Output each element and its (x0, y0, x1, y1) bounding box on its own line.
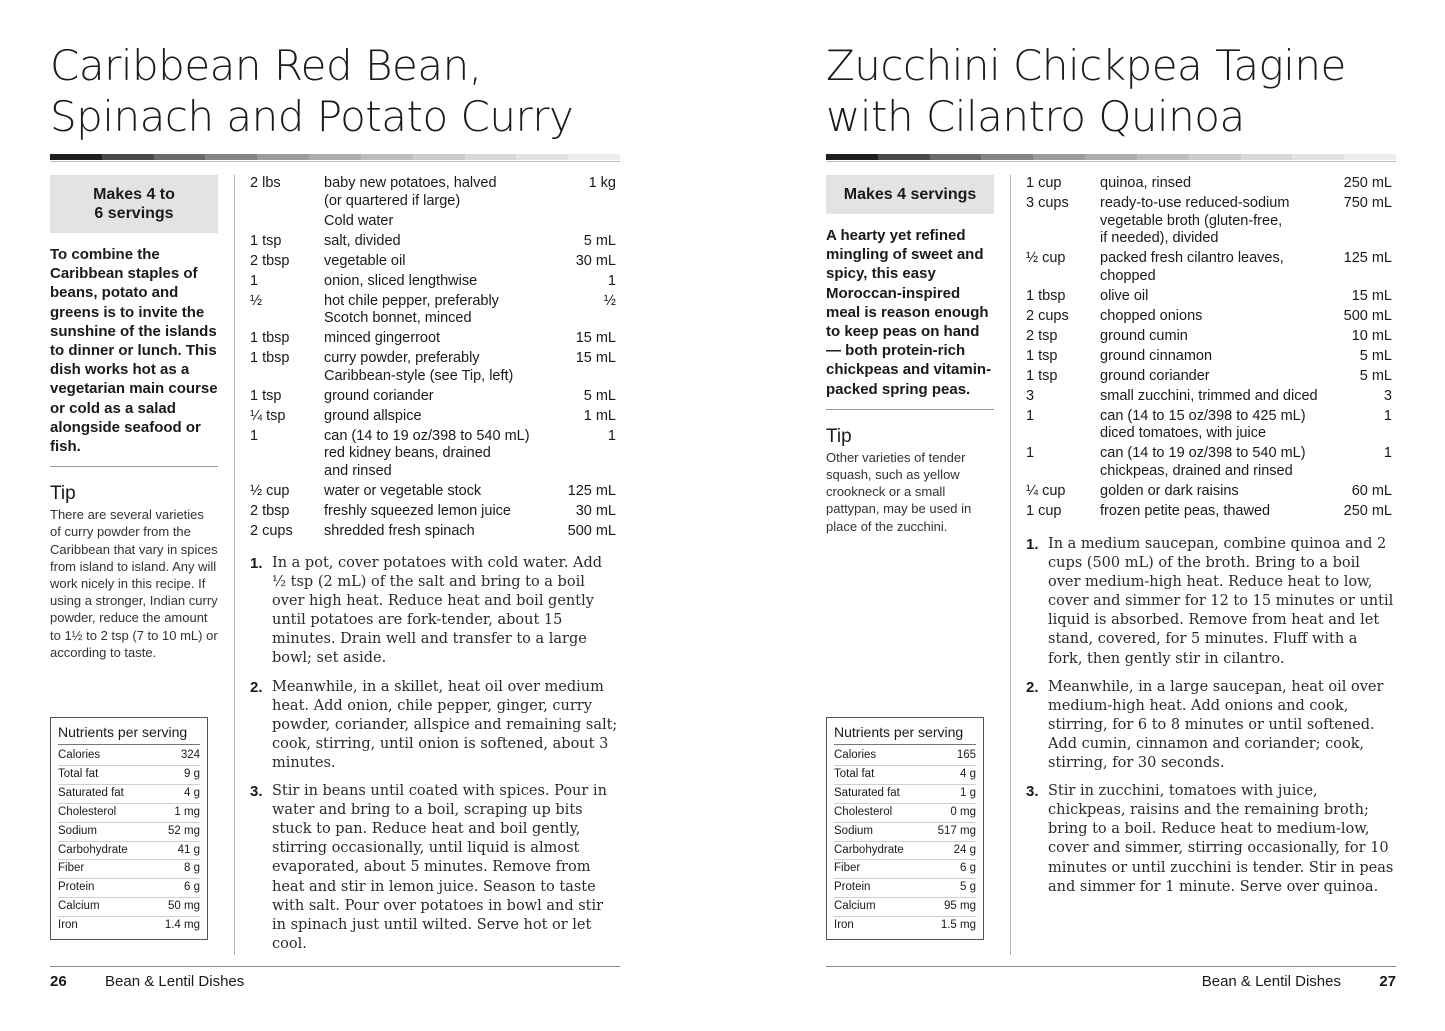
ingredient-description: hot chile pepper, preferably Scotch bonnet, minced (324, 292, 499, 327)
nutrient-name: Fiber (834, 862, 861, 875)
nutrient-name: Carbohydrate (58, 843, 128, 856)
page-footer (50, 973, 244, 991)
ingredient-row (250, 213, 616, 231)
ingredient-description: shredded fresh spinach (324, 522, 475, 539)
nutrient-row (58, 747, 200, 766)
ingredient-quantity: 1 (250, 427, 259, 444)
nutrients-list (58, 747, 200, 935)
method-step (1026, 678, 1396, 773)
tip-heading: Tip (50, 483, 76, 505)
page-footer (1202, 973, 1396, 991)
nutrient-value: 9 g (184, 767, 200, 780)
nutrient-value: 50 mg (168, 900, 200, 913)
step-number: 1. (250, 555, 263, 572)
ingredient-description: curry powder, preferably Caribbean-style (see Tip, left) (324, 350, 514, 384)
ingredient-metric: 15 mL (575, 350, 616, 367)
method-step (250, 782, 620, 954)
ingredient-row (1026, 328, 1392, 346)
nutrient-row (58, 860, 200, 879)
method-step (250, 678, 620, 773)
ingredient-quantity: 2 cups (250, 522, 293, 539)
nutrient-name: Calories (834, 749, 877, 761)
nutrients-box (50, 717, 208, 940)
nutrient-row (834, 804, 976, 823)
nutrient-value: 6 g (184, 881, 200, 894)
tip-heading: Tip (826, 425, 852, 447)
ingredient-quantity: 1 (250, 272, 259, 289)
ingredient-description: minced gingerroot (324, 330, 441, 347)
ingredient-metric: 3 (1383, 387, 1392, 404)
nutrient-value: 0 mg (950, 805, 976, 818)
ingredient-metric: 5 mL (583, 387, 616, 404)
ingredient-row (250, 388, 616, 406)
ingredient-description: ready-to-use reduced-sodium vegetable broth (gluten-free, if needed), divided (1100, 194, 1290, 247)
method-step (1026, 535, 1396, 669)
ingredient-row (1026, 348, 1392, 366)
nutrient-name: Cholesterol (58, 805, 117, 818)
nutrient-row (834, 860, 976, 879)
gradient-segment (205, 154, 257, 160)
ingredient-row (250, 233, 616, 251)
gradient-segment (257, 154, 309, 160)
ingredient-row (1026, 308, 1392, 326)
recipe-sidebar (50, 175, 218, 661)
nutrients-heading: Nutrients per serving (58, 723, 200, 745)
ingredient-description: ground coriander (1100, 367, 1210, 384)
ingredient-row (250, 408, 616, 426)
nutrient-value: 1 g (960, 786, 976, 799)
ingredient-row (250, 350, 616, 385)
ingredient-row (1026, 288, 1392, 306)
ingredient-quantity: ¼ cup (1026, 482, 1066, 499)
ingredient-metric: 250 mL (1343, 175, 1392, 191)
nutrient-row (834, 766, 976, 785)
nutrient-row (58, 766, 200, 785)
ingredient-description: freshly squeezed lemon juice (324, 502, 511, 519)
title-line-1: Zucchini Chickpea Tagine (826, 41, 1346, 90)
gradient-segment (309, 154, 361, 160)
ingredient-quantity: 1 (1026, 407, 1035, 424)
nutrient-value: 8 g (184, 862, 200, 875)
ingredient-quantity: 1 tsp (250, 232, 282, 249)
ingredient-quantity: ½ (250, 292, 263, 309)
servings-line-1: Makes 4 to (93, 186, 175, 203)
ingredient-metric: 125 mL (567, 482, 616, 499)
nutrient-name: Sodium (58, 824, 97, 837)
nutrient-row (834, 879, 976, 898)
nutrient-value: 1.5 mg (940, 919, 976, 932)
nutrient-value: 52 mg (168, 824, 200, 837)
ingredient-row (1026, 483, 1392, 501)
tip-text: There are several varieties of curry powder from the Caribbean that vary in spices from island to island. Any will work nicely in this recipe. If using a stronger, Indian curry powder, reduce the amount to 1½ to 2 tsp (7 to 10 mL) or according to taste. (50, 507, 218, 660)
nutrient-value: 1.4 mg (164, 919, 200, 932)
ingredient-metric (558, 213, 616, 231)
gradient-segment (465, 154, 517, 160)
ingredient-quantity: ¼ tsp (250, 407, 286, 424)
step-text: Stir in zucchini, tomatoes with juice, chickpeas, raisins and the remaining broth; bring to a boil. Reduce heat to medium-low, cover and simmer, stirring occasionally, for 10 minutes or until zucchini is tender. Stir in peas and simmer for 1 minute. Serve over quinoa. (1048, 783, 1394, 895)
ingredient-row (1026, 175, 1392, 193)
page-number: 27 (1379, 973, 1396, 990)
ingredient-metric: 1 (607, 272, 616, 289)
nutrient-value: 95 mg (944, 900, 976, 913)
nutrient-row (834, 823, 976, 842)
nutrient-name: Saturated fat (58, 786, 124, 799)
ingredient-metric: 1 kg (588, 175, 616, 191)
ingredient-quantity: 1 tbsp (1026, 287, 1066, 304)
recipe-sidebar (826, 175, 994, 535)
ingredient-description: onion, sliced lengthwise (324, 272, 478, 289)
method-steps (250, 554, 620, 963)
nutrient-name: Protein (834, 881, 871, 894)
ingredient-metric: 1 (1383, 407, 1392, 424)
ingredient-description: packed fresh cilantro leaves, chopped (1100, 250, 1284, 284)
nutrient-row (58, 917, 200, 935)
servings-line-1: Makes 4 servings (843, 186, 977, 203)
ingredient-quantity: ½ cup (250, 482, 290, 499)
nutrients-heading: Nutrients per serving (834, 723, 976, 745)
ingredient-row (250, 330, 616, 348)
nutrient-value: 1 mg (174, 805, 200, 818)
servings-box (50, 175, 218, 233)
nutrient-name: Sodium (834, 824, 873, 837)
ingredient-metric: 750 mL (1343, 194, 1392, 211)
ingredient-metric: 60 mL (1351, 482, 1392, 499)
nutrient-name: Iron (834, 919, 854, 932)
ingredient-quantity: 2 lbs (250, 175, 281, 191)
nutrient-name: Fiber (58, 862, 85, 875)
method-step (1026, 782, 1396, 897)
nutrient-name: Protein (58, 881, 95, 894)
gradient-segment (413, 154, 465, 160)
nutrient-value: 4 g (960, 767, 976, 780)
ingredient-row (250, 253, 616, 271)
method-step (250, 554, 620, 669)
ingredient-description: ground allspice (324, 407, 422, 424)
gradient-segment (50, 154, 102, 160)
ingredient-description: small zucchini, trimmed and diced (1100, 387, 1318, 404)
ingredient-description: olive oil (1100, 287, 1149, 304)
ingredient-row (250, 503, 616, 521)
step-text: In a pot, cover potatoes with cold water. Add ½ tsp (2 mL) of the salt and bring to a boil over high heat. Reduce heat and boil gently until potatoes are fork-tender, about 15 minutes. Drain well and transfer to a large bowl; set aside. (272, 555, 603, 667)
ingredient-quantity: 2 cups (1026, 307, 1069, 324)
recipe-title (50, 40, 620, 142)
gradient-segment (1344, 154, 1396, 160)
gradient-segment (826, 154, 878, 160)
left-page (50, 0, 620, 1031)
footer-rule (826, 966, 1396, 967)
ingredient-metric: 1 mL (583, 407, 616, 424)
ingredient-description: water or vegetable stock (324, 482, 482, 499)
gradient-segment (568, 154, 620, 160)
nutrient-value: 41 g (177, 843, 200, 856)
ingredient-quantity: ½ cup (1026, 250, 1066, 267)
ingredient-description: ground cinnamon (1100, 347, 1213, 364)
title-line-2: with Cilantro Quinoa (826, 92, 1245, 141)
ingredient-description: frozen petite peas, thawed (1100, 502, 1271, 519)
ingredient-row (1026, 445, 1392, 480)
gradient-segment (154, 154, 206, 160)
step-text: In a medium saucepan, combine quinoa and 2 cups (500 mL) of the broth. Bring to a boil over medium-high heat. Reduce heat to low, cover and simmer for 12 to 15 minutes or until liquid is absorbed. Remove from heat and let stand, covered, for 5 minutes. Fluff with a fork, then gently stir in cilantro. (1048, 536, 1394, 667)
ingredient-row (250, 428, 616, 481)
nutrient-name: Cholesterol (834, 805, 893, 818)
step-text: Meanwhile, in a large saucepan, heat oil over medium-high heat. Add onions and cook, stirring, for 6 to 8 minutes or until softened. Add cumin, cinnamon and coriander; cook, stirring, for 30 seconds. (1048, 678, 1384, 772)
gradient-segment (1033, 154, 1085, 160)
gradient-rule (826, 154, 1396, 162)
nutrient-name: Total fat (58, 767, 99, 780)
ingredient-description: ground cumin (1100, 327, 1188, 344)
nutrient-row (58, 785, 200, 804)
ingredient-quantity: 1 tbsp (250, 350, 290, 367)
ingredient-quantity: 3 (1026, 387, 1035, 404)
nutrient-row (58, 898, 200, 917)
gradient-segment (981, 154, 1033, 160)
section-name: Bean & Lentil Dishes (1201, 973, 1341, 990)
ingredient-description: can (14 to 15 oz/398 to 425 mL) diced tomatoes, with juice (1100, 407, 1306, 442)
gradient-segment (1137, 154, 1189, 160)
step-text: Stir in beans until coated with spices. Pour in water and bring to a boil, scraping up bits stuck to pan. Reduce heat and boil gently, stirring occasionally, until liquid is almost evaporated, about 5 minutes. Remove from heat and stir in lemon juice. Season to taste with salt. Pour over potatoes in bowl and stir in spinach just until wilted. Serve hot or let cool. (272, 783, 607, 952)
ingredient-metric: 250 mL (1343, 502, 1392, 519)
nutrient-row (834, 842, 976, 861)
ingredient-row (1026, 388, 1392, 406)
recipe-intro: A hearty yet refined mingling of sweet and spicy, this easy Moroccan-inspired meal is reason enough to keep peas on hand — both protein-rich chickpeas and vitamin-packed spring peas. (826, 226, 994, 410)
ingredient-metric: 1 (607, 427, 616, 444)
nutrient-row (834, 785, 976, 804)
title-line-2: Spinach and Potato Curry (50, 92, 574, 141)
ingredient-metric: 15 mL (1351, 287, 1392, 304)
nutrients-list (834, 747, 976, 935)
ingredient-description: ground coriander (324, 387, 434, 404)
ingredient-quantity: 3 cups (1026, 194, 1069, 211)
ingredient-description: vegetable oil (324, 252, 406, 269)
nutrient-name: Calcium (58, 900, 100, 913)
ingredient-quantity (250, 213, 324, 231)
nutrient-value: 5 g (960, 881, 976, 894)
nutrient-name: Iron (58, 919, 78, 932)
ingredient-metric: ½ (603, 292, 616, 309)
servings-line-2: 6 servings (94, 205, 174, 222)
page-number: 26 (50, 973, 67, 990)
nutrient-value: 165 (956, 749, 976, 761)
ingredient-quantity: 1 tbsp (250, 330, 290, 347)
ingredient-metric: 15 mL (575, 330, 616, 347)
ingredient-description: can (14 to 19 oz/398 to 540 mL) red kidney beans, drained and rinsed (324, 427, 530, 479)
ingredient-description: chopped onions (1100, 307, 1203, 324)
nutrient-value: 517 mg (937, 824, 976, 837)
gradient-segment (1189, 154, 1241, 160)
ingredient-description: golden or dark raisins (1100, 482, 1239, 499)
nutrient-row (834, 898, 976, 917)
column-divider (234, 175, 235, 955)
ingredient-metric: 30 mL (575, 252, 616, 269)
ingredient-quantity: 1 tsp (1026, 367, 1058, 384)
gradient-segment (878, 154, 930, 160)
ingredient-description: quinoa, rinsed (1100, 175, 1192, 191)
ingredient-row (250, 175, 616, 210)
ingredient-row (1026, 503, 1392, 521)
title-line-1: Caribbean Red Bean, (50, 41, 482, 90)
ingredient-description: can (14 to 19 oz/398 to 540 mL) chickpeas, drained and rinsed (1100, 445, 1306, 479)
ingredient-metric: 1 (1383, 445, 1392, 462)
ingredient-metric: 5 mL (1359, 347, 1392, 364)
recipe-intro: To combine the Caribbean staples of beans, potato and greens is to invite the sunshine of the islands to dinner or lunch. This dish works hot as a vegetarian main course or cold as a salad alongside seafood or fish. (50, 245, 218, 467)
ingredient-description: baby new potatoes, halved (or quartered if large) (324, 175, 497, 209)
nutrients-box (826, 717, 984, 940)
ingredient-quantity: 1 tsp (250, 387, 282, 404)
ingredient-row (1026, 408, 1392, 443)
method-steps (1026, 535, 1396, 906)
ingredient-metric: 5 mL (583, 232, 616, 249)
ingredient-metric: 30 mL (575, 502, 616, 519)
gradient-segment (1085, 154, 1137, 160)
ingredient-row (250, 273, 616, 291)
nutrient-name: Saturated fat (834, 786, 900, 799)
ingredient-quantity: 1 cup (1026, 175, 1062, 191)
nutrient-name: Total fat (834, 767, 875, 780)
ingredient-metric: 500 mL (567, 522, 616, 539)
ingredient-quantity: 2 tsp (1026, 327, 1058, 344)
servings-box (826, 175, 994, 214)
ingredients-list (250, 175, 616, 543)
ingredients-list (1026, 175, 1392, 523)
nutrient-row (834, 917, 976, 935)
nutrient-value: 6 g (960, 862, 976, 875)
gradient-segment (930, 154, 982, 160)
nutrient-row (834, 747, 976, 766)
nutrient-row (58, 804, 200, 823)
ingredient-description: salt, divided (324, 232, 401, 249)
step-number: 2. (1026, 678, 1039, 696)
gradient-segment (516, 154, 568, 160)
step-number: 3. (250, 783, 263, 801)
ingredient-quantity: 2 tbsp (250, 502, 290, 519)
ingredient-row (250, 483, 616, 501)
ingredient-quantity: 2 tbsp (250, 252, 290, 269)
footer-rule (50, 966, 620, 967)
ingredient-row (1026, 250, 1392, 285)
nutrient-value: 24 g (953, 843, 976, 856)
column-divider (1010, 175, 1011, 955)
ingredient-row (1026, 368, 1392, 386)
nutrient-name: Carbohydrate (834, 843, 904, 856)
right-page (826, 0, 1396, 1031)
ingredient-quantity: 1 (1026, 445, 1035, 462)
gradient-segment (1292, 154, 1344, 160)
ingredient-description: Cold water (324, 212, 394, 229)
ingredient-metric: 500 mL (1343, 307, 1392, 324)
gradient-segment (102, 154, 154, 160)
ingredient-quantity: 1 tsp (1026, 347, 1058, 364)
section-name: Bean & Lentil Dishes (105, 973, 245, 990)
ingredient-row (250, 293, 616, 328)
nutrient-row (58, 879, 200, 898)
ingredient-quantity: 1 cup (1026, 502, 1062, 519)
step-number: 1. (1026, 536, 1039, 553)
ingredient-metric: 10 mL (1351, 327, 1392, 344)
ingredient-metric: 125 mL (1343, 250, 1392, 267)
ingredient-row (1026, 195, 1392, 248)
nutrient-row (58, 823, 200, 842)
tip-text: Other varieties of tender squash, such as yellow crookneck or a small pattypan, may be used in place of the zucchini. (826, 449, 972, 534)
step-number: 2. (250, 678, 263, 696)
nutrient-name: Calcium (834, 900, 876, 913)
recipe-title (826, 40, 1396, 142)
gradient-segment (1241, 154, 1293, 160)
ingredient-metric: 5 mL (1359, 367, 1392, 384)
nutrient-value: 4 g (184, 786, 200, 799)
nutrient-value: 324 (180, 749, 200, 761)
step-number: 3. (1026, 783, 1039, 801)
gradient-segment (361, 154, 413, 160)
nutrient-name: Calories (58, 749, 101, 761)
ingredient-row (250, 523, 616, 541)
step-text: Meanwhile, in a skillet, heat oil over medium heat. Add onion, chile pepper, ginger, curry powder, coriander, allspice and remaining salt; cook, stirring, until onion is softened, about 3 minutes. (272, 678, 618, 771)
gradient-rule (50, 154, 620, 162)
nutrient-row (58, 842, 200, 861)
